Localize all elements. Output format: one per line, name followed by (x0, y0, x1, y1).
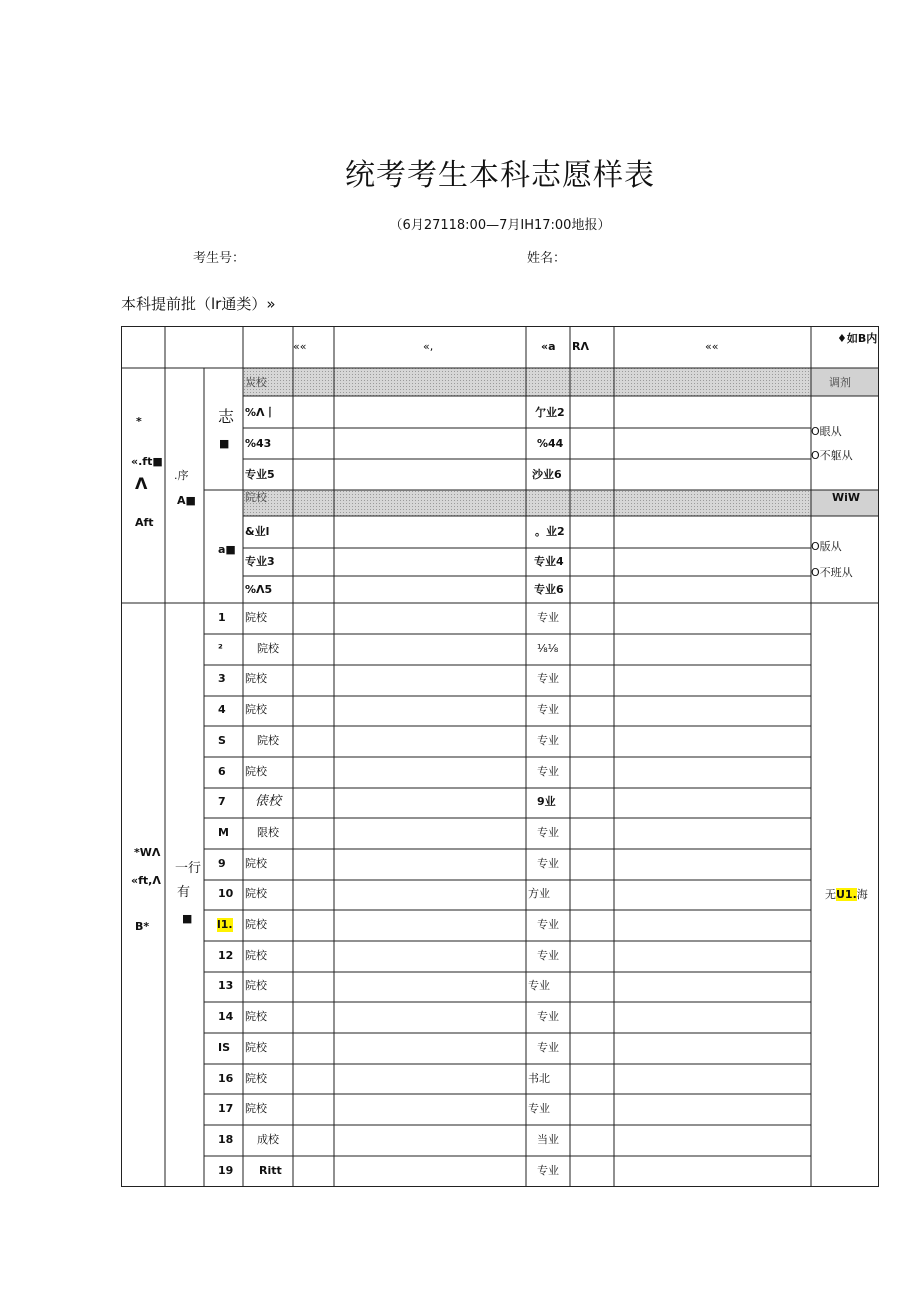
group1-not-obey-option[interactable]: O不躯从 (811, 449, 853, 462)
row-number: 9 (218, 856, 226, 870)
group1-adjust-label: 调剂 (829, 376, 851, 389)
parallel-note-highlight: U1. (836, 888, 857, 901)
group2-major-2: 。业2 (535, 525, 565, 538)
row-number: 4 (218, 703, 226, 717)
candidate-number-label: 考生号： (193, 251, 246, 266)
row-major-label: 专业 (537, 918, 559, 931)
row-college-label: 院校 (245, 1010, 267, 1024)
table-grid (121, 326, 879, 1187)
row-major-label: 专业 (537, 825, 559, 839)
header-col-5: «« (705, 340, 719, 353)
row-major-label: 专业 (537, 948, 559, 962)
row-college-label: Ritt (259, 1163, 282, 1177)
row-number: 1 (218, 611, 226, 624)
parallel-mid-label: ■ (182, 912, 193, 925)
row-college-label: 院校 (257, 641, 279, 655)
parallel-left-label: B* (135, 920, 150, 933)
parallel-left-label: «ft,Λ (131, 874, 161, 887)
row-major-label: 专业 (537, 703, 559, 717)
parallel-mid-label: 一行 (175, 861, 202, 876)
row-college-label: 院校 (245, 887, 267, 901)
group2-adjust-label: WiW (832, 491, 861, 504)
header-col-6: ♦如B内 (837, 332, 878, 345)
row-major-label: ⅛⅛ (537, 641, 559, 655)
header-col-1: «« (293, 340, 307, 353)
row-major-label: 专业 (537, 611, 559, 624)
early-left-label: * (136, 415, 142, 428)
group2-college-label: 院校 (245, 491, 267, 504)
row-number: 6 (218, 764, 226, 778)
group2-major-4: 专业4 (534, 555, 564, 568)
volunteer-table (121, 326, 879, 1187)
row-major-label: 专业 (528, 979, 550, 993)
fill-period: （6月27118:00—7月IH17:00地报） (389, 218, 611, 233)
row-major-label: 专业 (537, 1010, 559, 1024)
group2-not-obey-option[interactable]: O不班从 (811, 566, 853, 579)
group2-obey-option[interactable]: O版从 (811, 540, 842, 553)
parallel-mid-label: 有 (177, 885, 191, 900)
row-college-label: 院校 (245, 1071, 267, 1085)
row-college-label: 限校 (257, 825, 279, 839)
row-number: 3 (218, 672, 226, 686)
row-number: l1. (217, 918, 233, 931)
row-college-label: 院校 (245, 764, 267, 778)
row-number: 14 (218, 1010, 234, 1024)
row-number: 19 (218, 1163, 234, 1177)
group1-tag-mark: ■ (219, 437, 230, 450)
group1-tag: 志 (218, 407, 235, 426)
row-major-label: 专业 (537, 672, 559, 686)
row-major-label: 专业 (537, 764, 559, 778)
row-number: 13 (218, 979, 234, 993)
parallel-left-label: *WΛ (134, 846, 161, 859)
parallel-note-prefix: 无 (825, 888, 836, 901)
row-college-label: 院校 (257, 733, 279, 747)
row-number: S (218, 733, 226, 747)
row-major-label: 专业 (537, 1040, 559, 1054)
row-college-label: 院校 (245, 918, 267, 931)
row-major-label: 专业 (537, 1163, 559, 1177)
row-number: 12 (218, 948, 234, 962)
group1-major-5: 专业5 (245, 468, 275, 481)
group2-major-5: %Λ5 (245, 583, 273, 596)
early-left-label: «.ft■ (131, 455, 163, 468)
row-number: 17 (218, 1102, 234, 1116)
row-college-label: 院校 (245, 1040, 267, 1054)
row-college-label: 院校 (245, 948, 267, 962)
header-col-2: «, (423, 340, 434, 353)
group1-obey-option[interactable]: O眼从 (811, 425, 842, 438)
group2-major-6: 专业6 (534, 583, 564, 596)
row-college-label: 院校 (245, 979, 267, 993)
row-number: 7 (218, 795, 226, 809)
group1-major-3: %43 (245, 437, 272, 450)
row-college-label: 俵校 (255, 794, 282, 810)
group1-college-label: 炭校 (245, 376, 267, 389)
row-college-label: 成校 (257, 1132, 279, 1146)
group2-major-1: &业l (245, 525, 270, 538)
row-major-label: 当业 (537, 1132, 559, 1146)
row-major-label: 书北 (528, 1071, 550, 1085)
group1-major-4: %44 (537, 437, 564, 450)
page-title: 统考考生本科志愿样表 (345, 158, 655, 193)
group2-tag: a■ (218, 543, 236, 556)
early-mid-label: .序 (174, 469, 189, 482)
parallel-note (825, 888, 868, 902)
early-left-label: Aft (135, 516, 154, 529)
row-number: 16 (218, 1071, 234, 1085)
group1-major-1: %Λ丨 (245, 406, 276, 419)
row-major-label: 方业 (528, 887, 550, 901)
row-number: M (218, 825, 229, 839)
row-college-label: 院校 (245, 703, 267, 717)
row-college-label: 院校 (245, 611, 267, 624)
header-col-3: «a (541, 340, 556, 353)
row-major-label: 专业 (537, 733, 559, 747)
row-college-label: 院校 (245, 856, 267, 870)
row-number: ² (218, 641, 223, 655)
early-left-label: Λ (135, 474, 148, 493)
group1-major-2: 亇业2 (535, 406, 565, 419)
row-college-label: 院校 (245, 1102, 267, 1116)
row-major-label: 专业 (528, 1102, 550, 1116)
row-number: IS (218, 1040, 231, 1054)
row-major-label: 专业 (537, 856, 559, 870)
row-number: 18 (218, 1132, 234, 1146)
early-mid-label: A■ (177, 494, 196, 507)
header-col-4: RΛ (572, 340, 589, 353)
group2-major-3: 专业3 (245, 555, 275, 568)
row-major-label: 9业 (537, 795, 556, 809)
group1-major-6: 沙业6 (532, 468, 562, 481)
row-number: 10 (218, 887, 234, 901)
section-title: 本科提前批（lr通类）» (121, 295, 276, 313)
parallel-note-suffix: 海 (856, 888, 868, 901)
name-label: 姓名： (527, 251, 567, 266)
row-college-label: 院校 (245, 672, 267, 686)
